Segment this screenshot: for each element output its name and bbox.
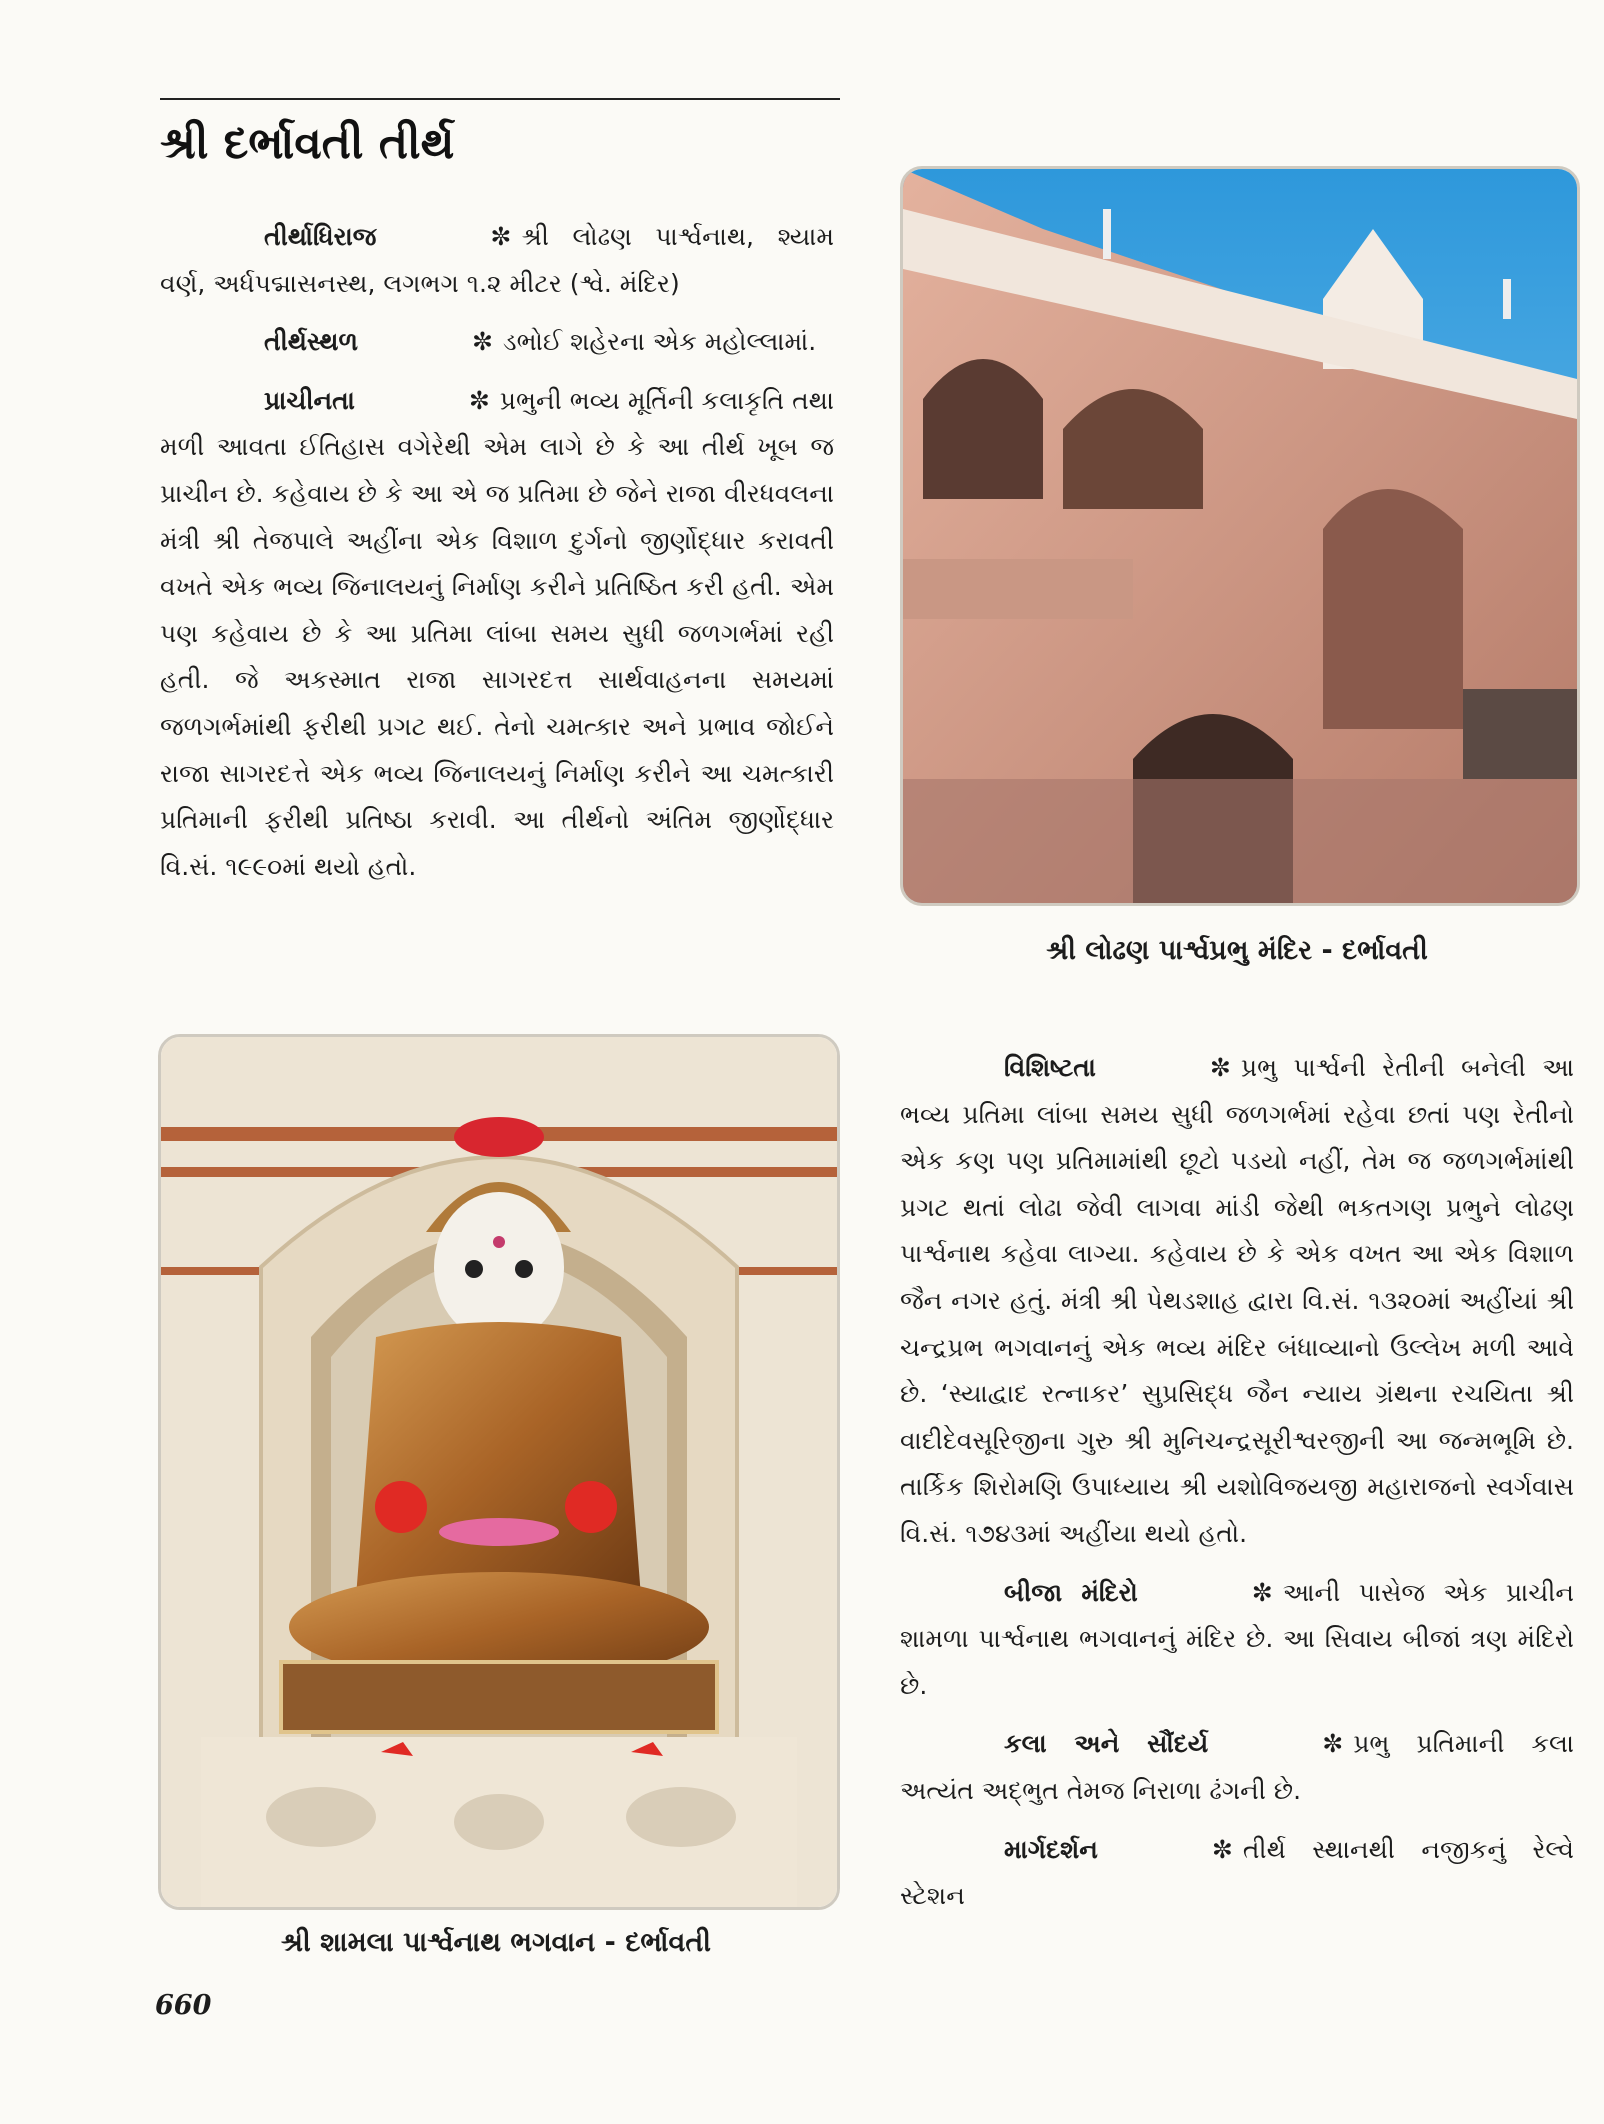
paragraph-bija-mandiro: બીજા મંદિરો ✼ આની પાસેજ એક પ્રાચીન શામળા પાર્શ્વનાથ ભગવાનનું મંદિર છે. આ સિવાય બીજાં ત્રણ મંદિરો છે. bbox=[900, 1570, 1574, 1710]
paragraph-prachinta: પ્રાચીનતા ✼ પ્રભુની ભવ્ય મૂર્તિની કલાકૃતિ તથા મળી આવતા ઈતિહાસ વગેરેથી એમ લાગે છે કે આ તીર્થ ખૂબ જ પ્રાચીન છે. કહેવાય છે કે આ એ જ પ્રતિમા છે જેને રાજા વીરધવલના મંત્રી શ્રી તેજપાલે અહીંના એક વિશાળ દુર્ગનો જીર્ણોદ્ધાર કરાવતી વખતે એક ભવ્ય જિનાલયનું નિર્માણ કરીને પ્રતિષ્ઠિત કરી હતી. એમ પણ કહેવાય છે કે આ પ્રતિમા લાંબા સમય સુધી જળગર્ભમાં રહી હતી. જે અકસ્માત રાજા સાગરદત્ત સાર્થવાહનના સમયમાં જળગર્ભમાંથી ફરીથી પ્રગટ થઈ. તેનો ચમત્કાર અને પ્રભાવ જોઈને રાજા સાગરદત્તે એક ભવ્ય જિનાલયનું નિર્માણ કરીને આ ચમત્કારી પ્રતિમાની ફરીથી પ્રતિષ્ઠા કરાવી. આ તીર્થનો અંતિમ જીર્ણોદ્ધાર વિ.સં. ૧૯૯૦માં થયો હતો. bbox=[160, 378, 834, 891]
right-text-column bbox=[900, 1045, 1574, 1932]
idol-caption: શ્રી શામલા પાર્શ્વનાથ ભગવાન - દર્ભાવતી bbox=[281, 1927, 711, 1958]
title-rule bbox=[160, 98, 840, 100]
temple-caption: શ્રી લોઢણ પાર્શ્વપ્રભુ મંદિર - દર્ભાવતી bbox=[1046, 935, 1428, 966]
star-icon: ✼ bbox=[1211, 1834, 1233, 1864]
paragraph-tirthsthal: તીર્થસ્થળ ✼ ડભોઈ શહેરના એક મહોલ્લામાં. bbox=[160, 319, 834, 366]
star-icon: ✼ bbox=[468, 385, 490, 415]
star-icon: ✼ bbox=[1209, 1053, 1231, 1082]
star-icon: ✼ bbox=[1251, 1577, 1273, 1607]
paragraph-vishishtata: વિશિષ્ટતા ✼ પ્રભુ પાર્શ્વની રેતીની બનેલી આ ભવ્ય પ્રતિમા લાંબા સમય સુધી જળગર્ભમાં રહેવા છતાં પણ રેતીનો એક કણ પણ પ્રતિમામાંથી છૂટો પડયો નહીં, તેમ જ જળગર્ભમાંથી પ્રગટ થતાં લોઢા જેવી લાગવા માંડી જેથી ભકતગણ પ્રભુને લોઢણ પાર્શ્વનાથ કહેવા લાગ્યા. કહેવાય છે કે એક વખત આ એક વિશાળ જૈન નગર હતું. મંત્રી શ્રી પેથડશાહ દ્વારા વિ.સં. ૧૩૨૦માં અહીંયાં શ્રી ચન્દ્રપ્રભ ભગવાનનું એક ભવ્ય મંદિર બંધાવ્યાનો ઉલ્લેખ મળી આવે છે. ‘સ્યાદ્વાદ રત્નાકર’ સુપ્રસિદ્ધ જૈન ન્યાય ગ્રંથના રચયિતા શ્રી વાદીદેવસૂરિજીના ગુરુ શ્રી મુનિચન્દ્રસૂરીશ્વરજીની આ જન્મભૂમિ છે. તાર્કિક શિરોમણિ ઉપાધ્યાય શ્રી યશોવિજયજી મહારાજનો સ્વર્ગવાસ વિ.સં. ૧૭૪૩માં અહીંયા થયો હતો. bbox=[900, 1045, 1574, 1558]
idol-photo bbox=[158, 1034, 840, 1910]
temple-photo bbox=[900, 166, 1580, 906]
paragraph-tirthadhiraj: તીર્થાધિરાજ ✼ શ્રી લોઢણ પાર્શ્વનાથ, શ્યામ વર્ણ, અર્ધપદ્માસનસ્થ, લગભગ ૧.૨ મીટર (શ્વે. મંદિર) bbox=[160, 214, 834, 307]
star-icon: ✼ bbox=[1322, 1729, 1344, 1759]
left-text-column bbox=[160, 214, 834, 902]
star-icon: ✼ bbox=[490, 222, 512, 251]
paragraph-margdarshan: માર્ગદર્શન ✼ તીર્થ સ્થાનથી નજીકનું રેલ્વે સ્ટેશન bbox=[900, 1827, 1574, 1920]
page-number: 660 bbox=[155, 1990, 212, 2021]
page-title: શ્રી દર્ભાવતી તીર્થ bbox=[160, 118, 455, 169]
star-icon: ✼ bbox=[471, 327, 493, 357]
paragraph-kala-saundarya: કલા અને સૌંદર્ય ✼ પ્રભુ પ્રતિમાની કલા અત્યંત અદ્ભુત તેમજ નિરાળા ઢંગની છે. bbox=[900, 1721, 1574, 1814]
